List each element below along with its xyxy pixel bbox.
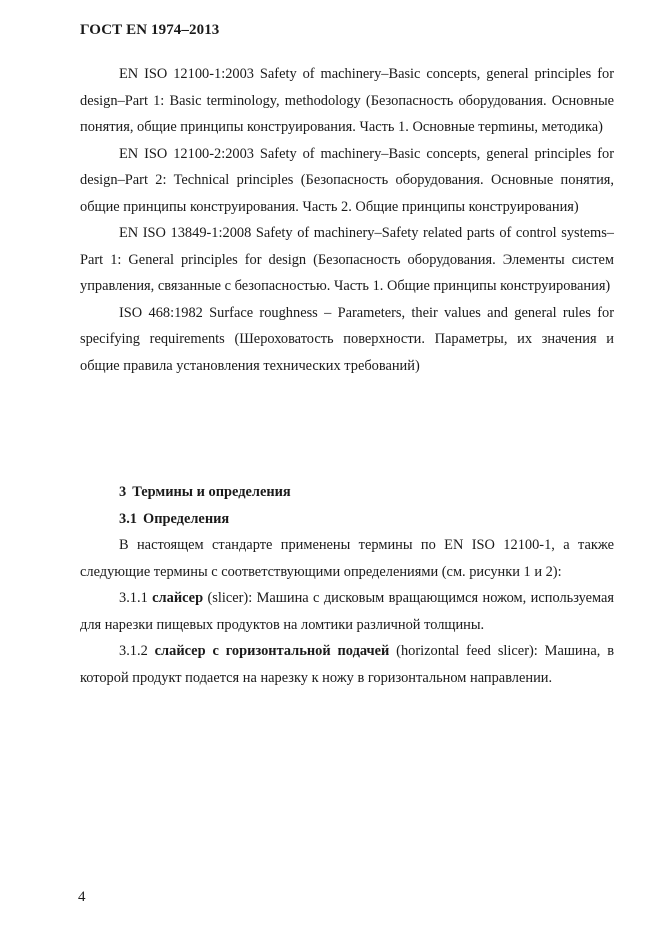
normative-references [80,61,614,379]
definition-item [80,585,614,638]
section-title: Термины и определения [132,484,291,500]
terms-section [80,479,614,691]
page-number: 4 [78,889,86,905]
definition-text: (horizontal feed slicer): Машина, в которой продукт подается на нарезку к ножу в горизонтальном направлении. [80,643,614,686]
document-header: ГОСТ EN 1974–2013 [80,22,220,38]
reference-item: EN ISO 12100-2:2003 Safety of machinery–Basic concepts, general principles for design–Part 2: Technical principles (Безопасность оборудования. Основные понятия, общие принципы конструирования. Часть 2. Общие принципы конструирования) [80,145,614,215]
subsection-number: 3.1 [119,510,137,527]
intro-paragraph: В настоящем стандарте применены термины по EN ISO 12100-1, а также следующие термины с соответствующими определениями (см. рисунки 1 и 2): [80,537,614,580]
reference-item: ISO 468:1982 Surface roughness – Parameters, their values and general rules for specifying requirements (Шероховатость поверхности. Параметры, их значения и общие правила установления технических требований) [80,304,614,374]
reference-item: EN ISO 13849-1:2008 Safety of machinery–Safety related parts of control systems–Part 1: General principles for design (Безопасность оборудования. Элементы систем управления, связанные с безопасностью. Часть 1. Общие принципы конструирования) [80,225,614,294]
definition-text: (slicer): Машина с дисковым вращающимся ножом, используемая для нарезки пищевых продуктов на ломтики различной толщины. [80,590,614,633]
subsection-title: Определения [143,510,230,527]
reference-item: EN ISO 12100-1:2003 Safety of machinery–Basic concepts, general principles for design–Part 1: Basic terminology, methodology (Безопасность оборудования. Основные понятия, общие принципы конструирования. Часть 1. Основные терmины, методика) [80,66,614,135]
definition-term: слайсер с горизонтальной подачей [154,643,390,659]
section-number: 3 [119,484,127,500]
definition-item [80,638,614,691]
section-heading [80,479,614,506]
definition-number: 3.1.2 [119,643,148,659]
definition-term: слайсер [152,590,204,606]
subsection-heading [80,506,614,533]
definition-number: 3.1.1 [119,590,148,606]
